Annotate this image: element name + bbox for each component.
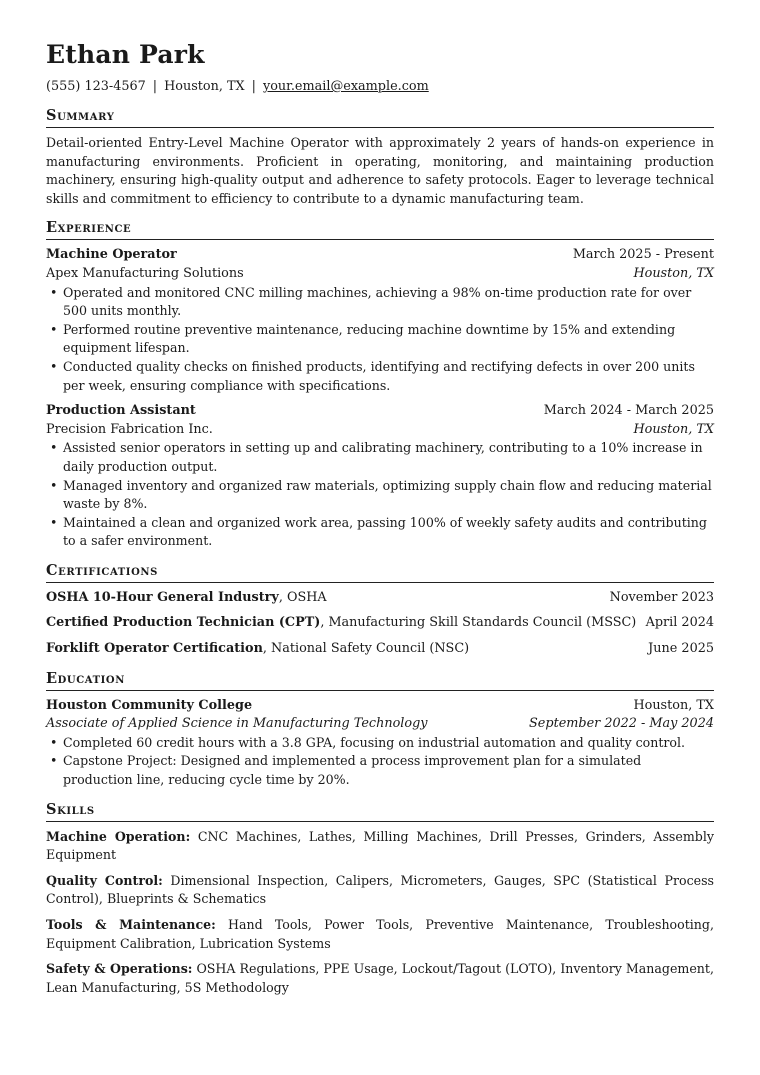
contact-separator: | [251,79,256,94]
skill-values: Dimensional Inspection, Calipers, Micrometers, Gauges, SPC (Statistical Process Control), Blueprints & Schematics [46,872,714,907]
certification-item [46,589,714,608]
skills-section [46,800,714,998]
certification-issuer: , OSHA [278,589,327,605]
job-dates: March 2025 - Present [572,247,714,263]
certification-name: OSHA 10-Hour General Industry [46,589,279,605]
bullet-item: • Maintained a clean and organized work area, passing 100% of weekly safety audits and contributing to a safer environment. [46,514,714,551]
job-location: Houston, TX [633,421,714,437]
section-title-education: Education [46,669,714,691]
section-title-summary: Summary [46,106,714,128]
section-title-experience: Experience [46,218,714,240]
email-link[interactable]: your.email@example.com [262,79,429,94]
skill-category: Machine Operation: [46,828,191,844]
skills-list [46,828,714,998]
bullet-item: • Conducted quality checks on finished products, identifying and rectifying defects in over 200 units per week, ensuring compliance with specifications. [46,358,714,395]
summary-section [46,106,714,208]
school-name: Houston Community College [46,697,253,713]
degree-name: Associate of Applied Science in Manufacturing Technology [46,716,428,732]
bullet-item: • Managed inventory and organized raw materials, optimizing supply chain flow and reducing material waste by 8%. [46,477,714,514]
certification-item [46,614,714,633]
job-location: Houston, TX [633,265,714,281]
skill-group [46,872,714,909]
job-dates: March 2024 - March 2025 [543,403,714,419]
bullet-item: • Assisted senior operators in setting up and calibrating machinery, contributing to a 10% increase in daily production output. [46,439,714,476]
skill-values: CNC Machines, Lathes, Milling Machines, Drill Presses, Grinders, Assembly Equipment [46,828,714,863]
certification-issuer: , National Safety Council (NSC) [262,641,470,657]
job-title: Production Assistant [46,403,196,419]
location: Houston, TX [164,79,245,94]
education-entry [46,697,714,790]
education-dates: September 2022 - May 2024 [529,716,714,732]
education-section [46,669,714,790]
contact-separator: | [152,79,158,94]
section-title-certifications: Certifications [46,561,714,583]
candidate-name: Ethan Park [46,40,205,69]
certification-item [46,640,714,659]
bullet-item: • Performed routine preventive maintenance, reducing machine downtime by 15% and extending equipment lifespan. [46,321,714,358]
certification-date: April 2024 [645,615,714,631]
certification-date: June 2025 [648,641,714,657]
skill-group [46,916,714,953]
section-title-skills: Skills [46,800,714,822]
job-title: Machine Operator [46,247,177,263]
skill-category: Quality Control: [46,872,163,888]
certification-issuer: , Manufacturing Skill Standards Council (MSSC) [320,615,637,631]
certification-list [46,589,714,659]
company-name: Apex Manufacturing Solutions [46,265,244,281]
phone-number: (555) 123-4567 [46,79,146,94]
skill-category: Safety & Operations: [46,961,193,977]
experience-entry [46,402,714,551]
certification-name: Certified Production Technician (CPT) [46,615,321,631]
skill-group [46,828,714,865]
certifications-section [46,561,714,659]
bullet-item: • Capstone Project: Designed and implemented a process improvement plan for a simulated production line, reducing cycle time by 20%. [46,752,714,789]
education-bullets [46,734,714,790]
certification-date: November 2023 [609,589,714,605]
company-name: Precision Fabrication Inc. [46,421,213,437]
certification-name: Forklift Operator Certification [46,641,263,657]
experience-entry [46,246,714,395]
skill-values: OSHA Regulations, PPE Usage, Lockout/Tagout (LOTO), Inventory Management, Lean Manufacturing, 5S Methodology [46,961,714,995]
bullet-item: • Operated and monitored CNC milling machines, achieving a 98% on-time production rate for over 500 units monthly. [46,284,714,321]
school-location: Houston, TX [633,697,714,713]
summary-text: Detail-oriented Entry-Level Machine Operator with approximately 2 years of hands-on experience in manufacturing environments. Proficient in operating, monitoring, and maintaining production machinery, ensuring high-quality output and adherence to safety protocols. Eager to leverage technical skills and commitment to efficiency to contribute to a dynamic manufacturing team. [46,135,714,206]
experience-section [46,218,714,551]
contact-line [46,78,714,96]
skill-group [46,960,714,997]
job-bullets [46,439,714,551]
job-bullets [46,284,714,396]
skill-values: Hand Tools, Power Tools, Preventive Maintenance, Troubleshooting, Equipment Calibration, Lubrication Systems [46,917,714,951]
skill-category: Tools & Maintenance: [46,917,216,932]
bullet-item: • Completed 60 credit hours with a 3.8 GPA, focusing on industrial automation and quality control. [46,734,714,753]
